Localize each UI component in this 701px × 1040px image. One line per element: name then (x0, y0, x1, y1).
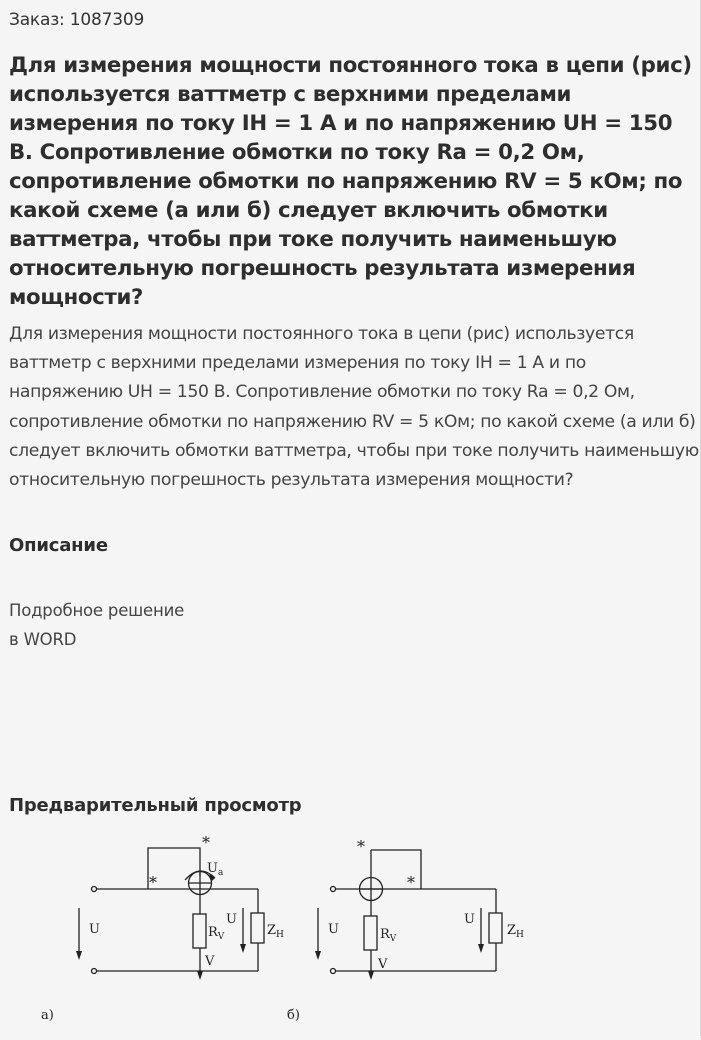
star-mark-b2: * (407, 873, 415, 892)
task-text: Для измерения мощности постоянного тока в цепи (рис) используется ваттметр с верхними пределами измерения по току IН = 1 А и по напряжению UН = 150 В. Сопротивление обмотки по току Ra = 0,2 Ом, сопротивление обмотки по напряжению RV = 5 кОм; по какой схеме (а или б) следует включить обмотки ваттметра, чтобы при токе получить наименьшую относительную погрешность результата измерения мощности? (9, 324, 699, 491)
caption-b: б) (287, 1008, 300, 1023)
star-mark-a2: * (149, 873, 157, 892)
caption-a: а) (41, 1008, 54, 1023)
preview-image (0, 830, 701, 1036)
description-line-2: в WORD (9, 630, 77, 649)
rv-label-a: $R_V$ (208, 925, 225, 942)
u-label-a: U (89, 922, 100, 937)
description-line-1: Подробное решение (9, 601, 185, 620)
v-label-a: V (205, 954, 215, 969)
task-title: Для измерения мощности постоянного тока в цепи (рис) используется ваттметр с верхними пределами измерения по току IН = 1 А и по напряжению UН = 150 В. Сопротивление обмотки по току Ra = 0,2 Ом, сопротивление обмотки по напряжению RV = 5 кОм; по какой схеме (а или б) следует включить обмотки ваттметра, чтобы при токе получить наименьшую относительную погрешность результата измерения мощности? (9, 53, 692, 310)
description-heading: Описание (9, 535, 108, 556)
ua-label: $U_a$ (207, 861, 224, 878)
star-mark-a1: * (202, 833, 210, 852)
u-load-label-b: U (464, 912, 475, 927)
v-label-b: V (378, 957, 388, 972)
star-mark-b1: * (357, 837, 365, 856)
rv-label-b: $R_V$ (380, 927, 397, 944)
zh-label-b: $Z_H$ (507, 923, 524, 940)
description-text (9, 596, 184, 654)
circuit-diagram (0, 830, 701, 1036)
preview-heading: Предварительный просмотр (9, 795, 302, 816)
u-load-label-a: U (226, 912, 237, 927)
order-number: Заказ: 1087309 (9, 10, 145, 30)
zh-label-a: $Z_H$ (267, 923, 284, 940)
u-label-b: U (328, 922, 339, 937)
